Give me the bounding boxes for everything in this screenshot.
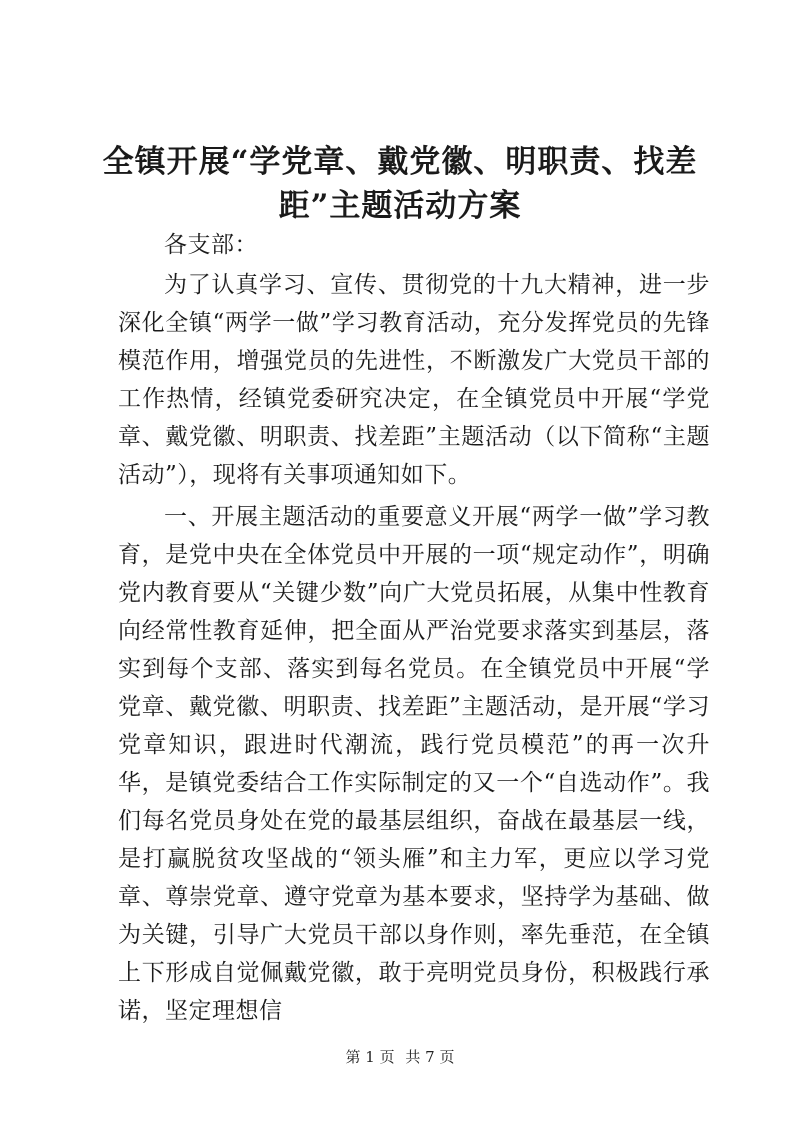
document-body (118, 226, 710, 1030)
title-line-1: 全镇开展“学党章、戴党徽、明职责、找差 (102, 144, 698, 180)
title-line-2: 距”主题活动方案 (278, 188, 522, 224)
page-footer (0, 1047, 800, 1067)
greeting: 各支部： (164, 232, 258, 258)
page-total: 共 7 页 (405, 1048, 455, 1066)
paragraph-section-one: 一、开展主题活动的重要意义开展“两学一做”学习教育，是党中央在全体党员中开展的一项“规定动作”，明确党内教育要从“关键少数”向广大党员拓展，从集中性教育向经常性教育延伸，把全面从严治党要求落实到基层，落实到每个支部、落实到每名党员。在全镇党员中开展“学党章、戴党徽、明职责、找差距”主题活动，是开展“学习党章知识，跟进时代潮流，践行党员模范”的再一次升华，是镇党委结合工作实际制定的又一个“自选动作”。我们每名党员身处在党的最基层组织，奋战在最基层一线，是打赢脱贫攻坚战的“领头雁”和主力军，更应以学习党章、尊崇党章、遵守党章为基本要求，坚持学为基础、做为关键，引导广大党员干部以身作则，率先垂范，在全镇上下形成自觉佩戴党徽，敢于亮明党员身份，积极践行承诺，坚定理想信 (118, 504, 710, 1024)
page-number: 第 1 页 (345, 1048, 395, 1066)
paragraph-intro: 为了认真学习、宣传、贯彻党的十九大精神，进一步深化全镇“两学一做”学习教育活动，充分发挥党员的先锋模范作用，增强党员的先进性，不断激发广大党员干部的工作热情，经镇党委研究决定，在全镇党员中开展“学党章、戴党徽、明职责、找差距”主题活动（以下简称“主题活动”），现将有关事项通知如下。 (118, 272, 710, 488)
document-title (100, 140, 700, 228)
